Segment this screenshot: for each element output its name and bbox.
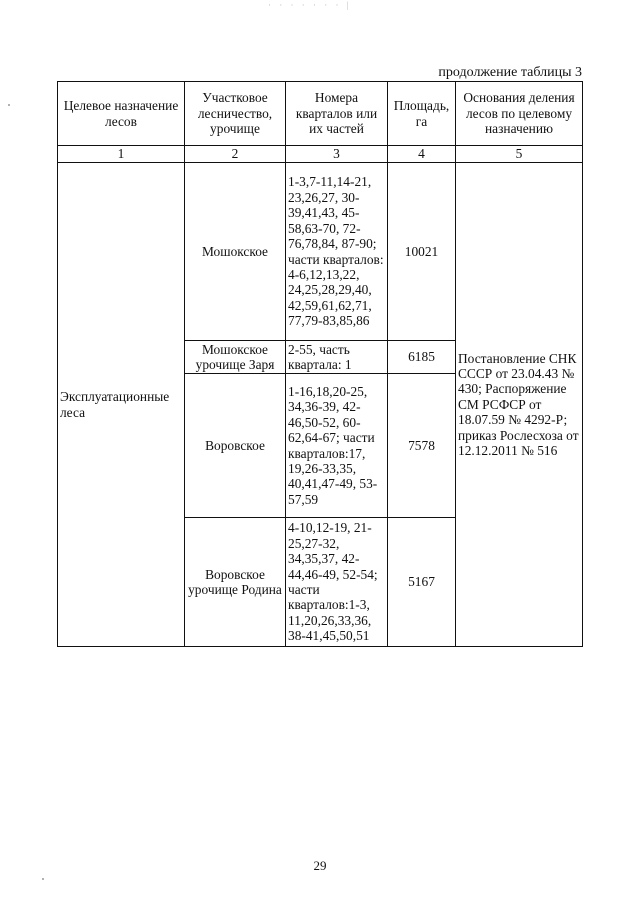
header-forestry: Участковое лесничество, урочище <box>185 82 286 146</box>
area-cell: 7578 <box>388 374 456 518</box>
table-header-row <box>58 82 583 146</box>
page-number: 29 <box>313 858 327 873</box>
scan-speck <box>8 104 10 106</box>
header-quarters: Номера кварталов или их частей <box>286 82 388 146</box>
forestry-cell: Воровское <box>185 374 286 518</box>
area-cell: 10021 <box>388 163 456 341</box>
quarters-cell: 1-3,7-11,14-21, 23,26,27, 30-39,41,43, 45-58,63-70, 72-76,78,84, 87-90; части кварталов: 4-6,12,13,22, 24,25,28,29,40, 42,59,61,62,71, 77,79-83,85,86 <box>286 163 388 341</box>
column-number: 4 <box>388 146 456 163</box>
forestry-cell: Мошокское <box>185 163 286 341</box>
header-basis: Основания деления лесов по целевому назначению <box>456 82 583 146</box>
quarters-cell: 4-10,12-19, 21-25,27-32, 34,35,37, 42-44,46-49, 52-54; части кварталов:1-3, 11,20,26,33,36, 38-41,45,50,51 <box>286 518 388 647</box>
column-number: 1 <box>58 146 185 163</box>
column-number: 5 <box>456 146 583 163</box>
forestry-cell: Мошокское урочище Заря <box>185 341 286 374</box>
header-area: Площадь, га <box>388 82 456 146</box>
column-number-row <box>58 146 583 163</box>
area-cell: 5167 <box>388 518 456 647</box>
quarters-cell: 1-16,18,20-25, 34,36-39, 42-46,50-52, 60-62,64-67; части кварталов:17, 19,26-33,35, 40,41,47-49, 53-57,59 <box>286 374 388 518</box>
column-number: 3 <box>286 146 388 163</box>
area-cell: 6185 <box>388 341 456 374</box>
header-purpose: Целевое назначение лесов <box>58 82 185 146</box>
table-row <box>58 163 583 341</box>
scan-speck <box>42 878 44 880</box>
column-number: 2 <box>185 146 286 163</box>
purpose-cell: Эксплуатационные леса <box>58 163 185 647</box>
table-continuation-caption: продолжение таблицы 3 <box>438 65 582 80</box>
scan-artifact-mark: · · · · · · · | <box>268 0 352 10</box>
basis-cell: Постановление СНК СССР от 23.04.43 № 430; Распоряжение СМ РСФСР от 18.07.59 № 4292-Р; приказ Рослесхоза от 12.12.2011 № 516 <box>456 163 583 647</box>
quarters-cell: 2-55, часть квартала: 1 <box>286 341 388 374</box>
forestry-cell: Воровское урочище Родина <box>185 518 286 647</box>
forest-purpose-table <box>57 81 583 647</box>
